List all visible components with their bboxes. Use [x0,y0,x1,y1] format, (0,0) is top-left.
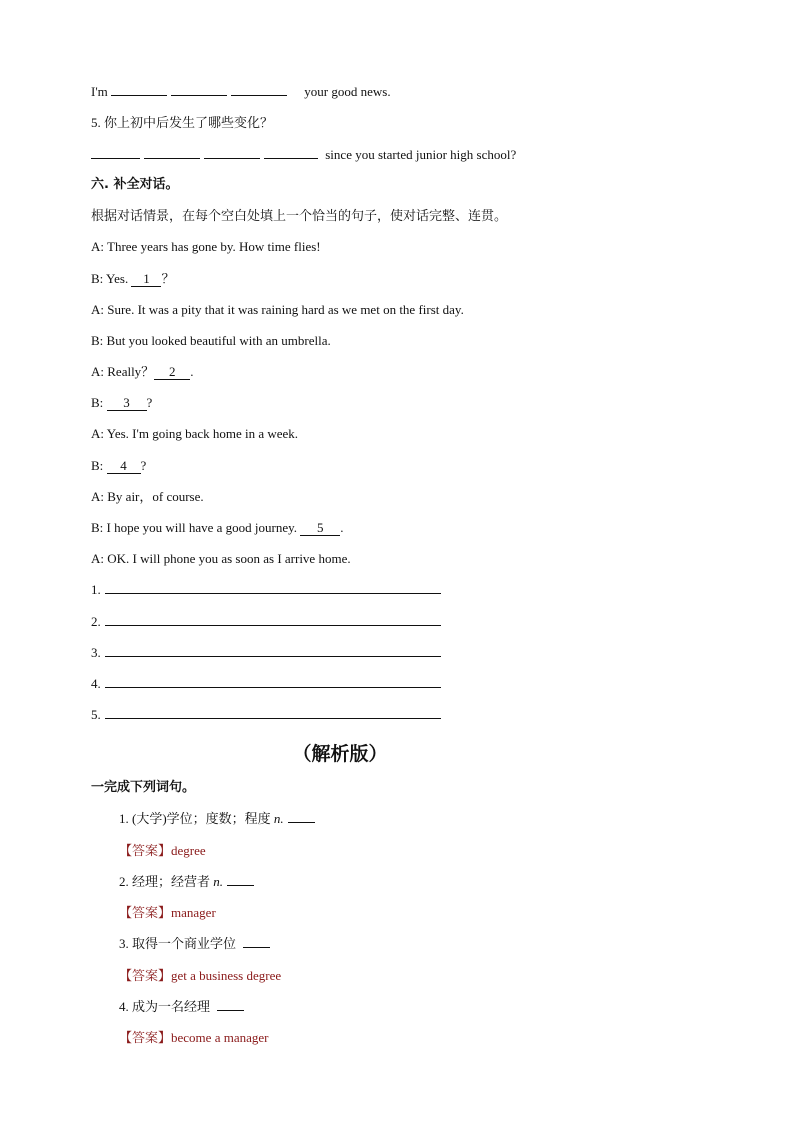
part-of-speech: n. [213,874,224,889]
dialogue-blank-2[interactable]: 2 [154,364,190,380]
section6-heading: 六. 补全对话。 [91,177,179,192]
dialogue-line [91,457,146,475]
question-blank[interactable] [288,810,315,823]
dialogue-blank-5[interactable]: 5 [300,520,340,536]
dialogue-text: A: Really？ [91,364,155,379]
dialogue-punct: ? [140,458,147,473]
q5-blank-4[interactable] [264,145,318,159]
dialogue-line [91,550,351,568]
dialogue-line [91,301,464,319]
dialogue-text: A: Yes. I'm going back home in a week. [91,426,299,441]
answer-value: degree [171,843,206,858]
section6-instruction: 根据对话情景，在每个空白处填上一个恰当的句子，使对话完整、连贯。 [91,208,508,223]
q5-chinese: 5. 你上初中后发生了哪些变化？ [91,115,274,130]
analysis-question [119,935,270,953]
answer-tag: 【答案】 [119,905,172,920]
answer-value: get a business degree [171,968,282,983]
analysis-answer [119,842,206,860]
answer-line [91,675,441,693]
part-of-speech: n. [273,811,284,826]
dialogue-line [91,332,331,350]
question-text: 2. 经理；经营者 [119,874,214,889]
answer-tag: 【答案】 [119,968,172,983]
answer-number: 5. [91,707,101,722]
answer-line [91,581,441,599]
question-blank[interactable] [227,873,254,886]
answer-line [91,644,441,662]
q4-suffix: your good news. [304,84,391,99]
answer-number: 4. [91,676,101,691]
answer-input-line[interactable] [105,644,441,657]
answer-line [91,706,441,724]
analysis-question [119,998,244,1016]
analysis-section1-heading: 一完成下列词句。 [91,780,196,795]
dialogue-blank-4[interactable]: 4 [107,458,141,474]
q4-blank-1[interactable] [111,82,167,96]
dialogue-blank-1[interactable]: 1 [131,271,161,287]
dialogue-punct: . [190,364,194,379]
answer-input-line[interactable] [105,675,441,688]
dialogue-text: B: [91,395,107,410]
q4-blank-2[interactable] [171,82,227,96]
question-blank[interactable] [243,935,270,948]
analysis-title: （解析版） [292,743,388,765]
answer-line [91,613,441,631]
answer-number: 1. [91,582,101,597]
dialogue-text: B: But you looked beautiful with an umbrella. [91,333,331,348]
answer-number: 3. [91,645,101,660]
answer-input-line[interactable] [105,706,441,719]
dialogue-text: A: By air，of course. [91,489,204,504]
dialogue-line [91,425,298,443]
question-text: 1. (大学)学位；度数；程度 [119,811,274,826]
dialogue-text: A: OK. I will phone you as soon as I arrive home. [91,551,351,566]
answer-tag: 【答案】 [119,843,172,858]
dialogue-text: A: Sure. It was a pity that it was raining hard as we met on the first day. [91,302,464,317]
dialogue-text: A: Three years has gone by. How time flies! [91,239,321,254]
dialogue-text: B: [91,458,107,473]
analysis-answer [119,1029,268,1047]
dialogue-line [91,238,321,256]
answer-tag: 【答案】 [119,1030,172,1045]
answer-value: become a manager [171,1030,269,1045]
dialogue-text: B: I hope you will have a good journey. [91,520,301,535]
question-blank[interactable] [217,998,244,1011]
q5-blank-1[interactable] [91,145,140,159]
analysis-answer [119,967,281,985]
q5-line [91,145,516,164]
dialogue-punct: ？ [161,271,175,286]
answer-input-line[interactable] [105,613,441,626]
dialogue-line [91,270,174,288]
q5-blank-3[interactable] [204,145,260,159]
q5-blank-2[interactable] [144,145,200,159]
dialogue-line [91,394,152,412]
answer-number: 2. [91,614,101,629]
analysis-answer [119,904,216,922]
dialogue-punct: . [340,520,344,535]
question-text: 4. 成为一名经理 [119,999,214,1014]
analysis-question [119,810,315,828]
answer-input-line[interactable] [105,581,441,594]
answer-value: manager [171,905,216,920]
dialogue-text: B: Yes. [91,271,132,286]
question-text: 3. 取得一个商业学位 [119,936,240,951]
q4-line [91,82,391,101]
dialogue-line [91,488,204,506]
q4-prefix: I'm [91,84,108,99]
dialogue-line [91,519,344,537]
dialogue-blank-3[interactable]: 3 [107,395,147,411]
dialogue-punct: ? [146,395,153,410]
analysis-question [119,873,254,891]
q5-suffix: since you started junior high school? [325,147,517,162]
q4-blank-3[interactable] [231,82,287,96]
dialogue-line [91,363,193,381]
